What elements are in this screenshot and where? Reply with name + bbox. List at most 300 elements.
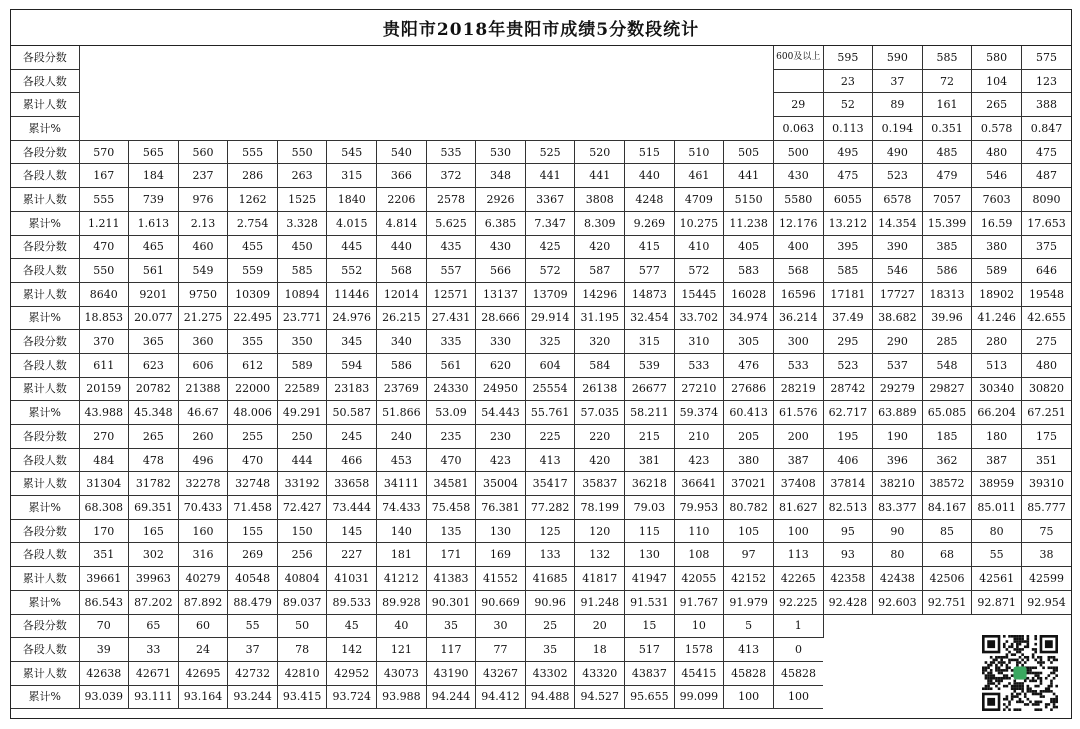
score-row <box>11 519 1071 543</box>
table-cell: 325 <box>525 330 575 354</box>
table-cell: 568 <box>377 259 427 283</box>
table-cell: 78 <box>277 638 327 662</box>
table-cell: 84.167 <box>922 496 972 520</box>
table-cell: 99.099 <box>674 685 724 709</box>
table-cell: 121 <box>377 638 427 662</box>
table-cell: 595 <box>823 46 873 69</box>
percent-row <box>11 401 1071 425</box>
table-cell: 42055 <box>674 567 724 591</box>
table-cell: 575 <box>1021 46 1071 69</box>
table-cell: 415 <box>625 235 675 259</box>
table-cell: 85.777 <box>1021 496 1071 520</box>
table-cell: 93.724 <box>327 685 377 709</box>
table-cell: 455 <box>228 235 278 259</box>
table-cell: 500 <box>773 140 823 164</box>
count-row-label: 各段人数 <box>11 259 79 283</box>
table-cell: 4709 <box>674 188 724 212</box>
table-cell: 620 <box>476 353 526 377</box>
count-row <box>11 353 1071 377</box>
table-cell: 69.351 <box>129 496 179 520</box>
table-cell: 32.454 <box>625 306 675 330</box>
table-cell: 440 <box>377 235 427 259</box>
count-row-label: 各段人数 <box>11 448 79 472</box>
count-row <box>11 543 1071 567</box>
table-cell: 205 <box>724 425 774 449</box>
cumulative-row <box>11 377 1071 401</box>
percent-row-label: 累计% <box>11 590 79 614</box>
table-cell: 290 <box>873 330 923 354</box>
table-cell: 546 <box>873 259 923 283</box>
table-cell: 351 <box>79 543 129 567</box>
table-cell: 94.412 <box>476 685 526 709</box>
table-cell: 396 <box>873 448 923 472</box>
table-cell: 29827 <box>922 377 972 401</box>
table-cell: 533 <box>773 353 823 377</box>
table-cell: 552 <box>327 259 377 283</box>
table-cell: 5 <box>724 614 774 638</box>
table-cell: 555 <box>228 140 278 164</box>
count-row-label: 各段人数 <box>11 164 79 188</box>
table-cell: 11446 <box>327 282 377 306</box>
table-cell: 41031 <box>327 567 377 591</box>
table-cell: 45828 <box>724 661 774 685</box>
table-cell: 380 <box>972 235 1022 259</box>
table-cell: 9201 <box>129 282 179 306</box>
table-cell: 480 <box>1021 353 1071 377</box>
table-cell: 475 <box>823 164 873 188</box>
score-row-label: 各段分数 <box>11 46 79 69</box>
table-cell: 89 <box>873 93 923 117</box>
table-cell: 444 <box>277 448 327 472</box>
table-cell: 90.301 <box>426 590 476 614</box>
table-cell: 79.953 <box>674 496 724 520</box>
table-cell: 580 <box>972 46 1022 69</box>
table-cell: 200 <box>773 425 823 449</box>
table-cell: 92.954 <box>1021 590 1071 614</box>
table-cell: 41383 <box>426 567 476 591</box>
table-cell: 589 <box>972 259 1022 283</box>
table-cell: 611 <box>79 353 129 377</box>
table-cell: 45.348 <box>129 401 179 425</box>
table-cell: 235 <box>426 425 476 449</box>
table-cell: 550 <box>277 140 327 164</box>
table-cell: 4248 <box>625 188 675 212</box>
table-cell: 430 <box>476 235 526 259</box>
table-cell: 34581 <box>426 472 476 496</box>
table-cell: 240 <box>377 425 427 449</box>
table-cell: 167 <box>79 164 129 188</box>
table-cell: 43073 <box>377 661 427 685</box>
table-cell: 425 <box>525 235 575 259</box>
table-cell: 550 <box>79 259 129 283</box>
table-cell: 255 <box>228 425 278 449</box>
percent-row <box>11 211 1071 235</box>
table-cell: 130 <box>625 543 675 567</box>
table-cell: 60 <box>178 614 228 638</box>
table-cell: 80 <box>972 519 1022 543</box>
table-cell: 537 <box>873 353 923 377</box>
table-cell: 35837 <box>575 472 625 496</box>
cumulative-row <box>11 188 1071 212</box>
table-cell: 0.194 <box>873 117 923 141</box>
score-row <box>11 140 1071 164</box>
table-cell: 61.576 <box>773 401 823 425</box>
table-cell: 24.976 <box>327 306 377 330</box>
table-cell: 557 <box>426 259 476 283</box>
score-row <box>11 235 1071 259</box>
table-cell: 70.433 <box>178 496 228 520</box>
table-cell: 90 <box>873 519 923 543</box>
table-cell: 606 <box>178 353 228 377</box>
table-cell: 77.282 <box>525 496 575 520</box>
table-cell: 133 <box>525 543 575 567</box>
table-cell: 93.111 <box>129 685 179 709</box>
table-cell: 348 <box>476 164 526 188</box>
table-cell: 8.309 <box>575 211 625 235</box>
table-cell: 565 <box>129 140 179 164</box>
table-cell: 9.269 <box>625 211 675 235</box>
table-cell: 81.627 <box>773 496 823 520</box>
table-cell: 74.433 <box>377 496 427 520</box>
table-cell: 17.653 <box>1021 211 1071 235</box>
score-row <box>11 614 1071 638</box>
table-cell: 32748 <box>228 472 278 496</box>
table-cell: 27686 <box>724 377 774 401</box>
table-cell: 52 <box>823 93 873 117</box>
table-cell: 976 <box>178 188 228 212</box>
table-cell: 280 <box>972 330 1022 354</box>
table-cell: 28219 <box>773 377 823 401</box>
table-cell: 594 <box>327 353 377 377</box>
table-cell: 65 <box>129 614 179 638</box>
table-cell: 406 <box>823 448 873 472</box>
table-cell: 5.625 <box>426 211 476 235</box>
table-cell: 73.444 <box>327 496 377 520</box>
table-cell: 38572 <box>922 472 972 496</box>
table-cell: 286 <box>228 164 278 188</box>
table-cell: 739 <box>129 188 179 212</box>
table-cell: 135 <box>426 519 476 543</box>
table-cell: 360 <box>178 330 228 354</box>
table-cell: 93.164 <box>178 685 228 709</box>
table-cell: 390 <box>873 235 923 259</box>
table-cell: 39.96 <box>922 306 972 330</box>
table-cell: 30 <box>476 614 526 638</box>
table-cell: 88.479 <box>228 590 278 614</box>
table-cell: 34.974 <box>724 306 774 330</box>
table-cell: 2206 <box>377 188 427 212</box>
table-cell: 67.251 <box>1021 401 1071 425</box>
table-cell: 19548 <box>1021 282 1071 306</box>
table-cell: 171 <box>426 543 476 567</box>
cumulative-row-label: 累计人数 <box>11 282 79 306</box>
table-cell: 572 <box>525 259 575 283</box>
table-cell: 43302 <box>525 661 575 685</box>
table-cell: 18902 <box>972 282 1022 306</box>
table-cell: 12.176 <box>773 211 823 235</box>
table-cell: 78.199 <box>575 496 625 520</box>
table-cell: 215 <box>625 425 675 449</box>
table-cell: 45415 <box>674 661 724 685</box>
table-cell: 51.866 <box>377 401 427 425</box>
table-cell: 23183 <box>327 377 377 401</box>
page-title: 贵阳市2018年贵阳市成绩5分数段统计 <box>11 10 1071 46</box>
table-cell: 435 <box>426 235 476 259</box>
table-cell: 16596 <box>773 282 823 306</box>
table-cell: 25554 <box>525 377 575 401</box>
table-cell: 8090 <box>1021 188 1071 212</box>
table-cell: 33.702 <box>674 306 724 330</box>
table-cell: 568 <box>773 259 823 283</box>
cumulative-row <box>11 472 1071 496</box>
table-cell: 269 <box>228 543 278 567</box>
table-cell: 13.212 <box>823 211 873 235</box>
table-cell: 93.415 <box>277 685 327 709</box>
table-cell: 68.308 <box>79 496 129 520</box>
table-cell: 28742 <box>823 377 873 401</box>
table-cell: 91.248 <box>575 590 625 614</box>
table-cell: 161 <box>922 93 972 117</box>
table-cell: 110 <box>674 519 724 543</box>
table-cell: 517 <box>625 638 675 662</box>
table-cell: 14873 <box>625 282 675 306</box>
table-cell: 37.49 <box>823 306 873 330</box>
table-cell: 496 <box>178 448 228 472</box>
cumulative-row <box>11 567 1071 591</box>
table-cell: 125 <box>525 519 575 543</box>
table-cell: 420 <box>575 448 625 472</box>
score-statistics-sheet <box>10 9 1072 719</box>
cumulative-row-label: 累计人数 <box>11 472 79 496</box>
table-cell: 381 <box>625 448 675 472</box>
table-cell: 28.666 <box>476 306 526 330</box>
table-cell: 27.431 <box>426 306 476 330</box>
table-cell: 7057 <box>922 188 972 212</box>
table-cell: 2926 <box>476 188 526 212</box>
table-cell: 92.428 <box>823 590 873 614</box>
table-cell: 39963 <box>129 567 179 591</box>
table-cell: 75 <box>1021 519 1071 543</box>
table-cell: 0.847 <box>1021 117 1071 141</box>
table-cell: 22589 <box>277 377 327 401</box>
table-cell: 340 <box>377 330 427 354</box>
table-cell: 1840 <box>327 188 377 212</box>
table-cell: 484 <box>79 448 129 472</box>
table-cell: 169 <box>476 543 526 567</box>
table-cell: 351 <box>1021 448 1071 472</box>
table-cell: 93.988 <box>377 685 427 709</box>
table-cell: 38210 <box>873 472 923 496</box>
table-cell: 79.03 <box>625 496 675 520</box>
table-cell: 66.204 <box>972 401 1022 425</box>
table-cell: 510 <box>674 140 724 164</box>
table-cell: 587 <box>575 259 625 283</box>
table-cell: 560 <box>178 140 228 164</box>
table-cell: 42265 <box>773 567 823 591</box>
table-cell: 45 <box>327 614 377 638</box>
table-cell: 275 <box>1021 330 1071 354</box>
table-cell: 117 <box>426 638 476 662</box>
table-cell: 405 <box>724 235 774 259</box>
table-cell: 90.96 <box>525 590 575 614</box>
table-cell: 36641 <box>674 472 724 496</box>
table-cell: 585 <box>922 46 972 69</box>
table-cell: 445 <box>327 235 377 259</box>
table-cell: 555 <box>79 188 129 212</box>
table-cell: 35 <box>426 614 476 638</box>
table-cell: 18 <box>575 638 625 662</box>
score-row-label: 各段分数 <box>11 425 79 449</box>
table-cell: 43837 <box>625 661 675 685</box>
table-cell: 24950 <box>476 377 526 401</box>
table-cell: 623 <box>129 353 179 377</box>
count-row-label: 各段人数 <box>11 69 79 93</box>
table-cell: 26677 <box>625 377 675 401</box>
table-cell: 21.275 <box>178 306 228 330</box>
table-cell: 6.385 <box>476 211 526 235</box>
table-cell: 310 <box>674 330 724 354</box>
table-cell: 53.09 <box>426 401 476 425</box>
table-cell: 31.195 <box>575 306 625 330</box>
table-cell: 285 <box>922 330 972 354</box>
table-cell: 38 <box>1021 543 1071 567</box>
table-cell: 91.767 <box>674 590 724 614</box>
table-cell: 3.328 <box>277 211 327 235</box>
score-table <box>11 46 1071 709</box>
count-row <box>11 164 1071 188</box>
table-cell: 495 <box>823 140 873 164</box>
table-cell: 5580 <box>773 188 823 212</box>
table-cell: 4.814 <box>377 211 427 235</box>
table-cell: 145 <box>327 519 377 543</box>
table-cell: 586 <box>377 353 427 377</box>
table-cell: 42810 <box>277 661 327 685</box>
table-cell: 465 <box>129 235 179 259</box>
table-cell <box>773 69 823 93</box>
table-cell: 584 <box>575 353 625 377</box>
table-cell: 0.063 <box>773 117 823 141</box>
table-cell: 68 <box>922 543 972 567</box>
table-cell: 1.613 <box>129 211 179 235</box>
table-cell: 42506 <box>922 567 972 591</box>
table-cell: 250 <box>277 425 327 449</box>
score-row-label: 各段分数 <box>11 519 79 543</box>
table-cell: 315 <box>625 330 675 354</box>
table-cell: 470 <box>79 235 129 259</box>
table-cell: 365 <box>129 330 179 354</box>
table-cell: 530 <box>476 140 526 164</box>
table-cell: 570 <box>79 140 129 164</box>
table-cell: 33658 <box>327 472 377 496</box>
table-cell: 302 <box>129 543 179 567</box>
table-cell: 0.113 <box>823 117 873 141</box>
table-cell: 132 <box>575 543 625 567</box>
table-cell: 441 <box>525 164 575 188</box>
table-cell: 57.035 <box>575 401 625 425</box>
table-cell: 604 <box>525 353 575 377</box>
table-cell: 87.202 <box>129 590 179 614</box>
count-row-label: 各段人数 <box>11 543 79 567</box>
table-cell: 77 <box>476 638 526 662</box>
table-cell: 92.751 <box>922 590 972 614</box>
table-cell: 23769 <box>377 377 427 401</box>
table-cell: 440 <box>625 164 675 188</box>
table-cell: 55 <box>228 614 278 638</box>
table-cell: 42695 <box>178 661 228 685</box>
table-cell: 423 <box>674 448 724 472</box>
table-cell: 108 <box>674 543 724 567</box>
table-cell: 20159 <box>79 377 129 401</box>
table-cell: 22000 <box>228 377 278 401</box>
table-cell: 70 <box>79 614 129 638</box>
table-cell: 29.914 <box>525 306 575 330</box>
table-cell: 105 <box>724 519 774 543</box>
table-cell: 589 <box>277 353 327 377</box>
percent-row <box>11 590 1071 614</box>
table-cell: 29 <box>773 93 823 117</box>
table-cell: 184 <box>129 164 179 188</box>
table-cell: 91.979 <box>724 590 774 614</box>
table-cell: 83.377 <box>873 496 923 520</box>
table-cell: 71.458 <box>228 496 278 520</box>
table-cell: 170 <box>79 519 129 543</box>
table-cell: 20 <box>575 614 625 638</box>
table-cell: 32278 <box>178 472 228 496</box>
table-cell: 470 <box>426 448 476 472</box>
cumulative-row <box>11 282 1071 306</box>
table-cell: 2578 <box>426 188 476 212</box>
table-cell: 4.015 <box>327 211 377 235</box>
score-row <box>11 330 1071 354</box>
table-cell: 478 <box>129 448 179 472</box>
table-cell: 265 <box>972 93 1022 117</box>
table-cell: 140 <box>377 519 427 543</box>
table-cell: 375 <box>1021 235 1071 259</box>
table-cell: 165 <box>129 519 179 543</box>
table-cell: 320 <box>575 330 625 354</box>
table-cell: 295 <box>823 330 873 354</box>
table-cell: 410 <box>674 235 724 259</box>
table-cell: 39310 <box>1021 472 1071 496</box>
table-cell: 26138 <box>575 377 625 401</box>
table-cell: 90.669 <box>476 590 526 614</box>
table-cell: 15.399 <box>922 211 972 235</box>
cumulative-row-label: 累计人数 <box>11 567 79 591</box>
score-row-label: 各段分数 <box>11 140 79 164</box>
table-cell: 413 <box>724 638 774 662</box>
table-cell: 40 <box>377 614 427 638</box>
table-cell: 26.215 <box>377 306 427 330</box>
table-cell: 41947 <box>625 567 675 591</box>
score-row-label: 各段分数 <box>11 614 79 638</box>
table-cell: 395 <box>823 235 873 259</box>
table-cell: 85 <box>922 519 972 543</box>
table-cell: 461 <box>674 164 724 188</box>
table-cell: 63.889 <box>873 401 923 425</box>
percent-row <box>11 496 1071 520</box>
table-cell: 366 <box>377 164 427 188</box>
table-cell: 34111 <box>377 472 427 496</box>
table-cell: 15 <box>625 614 675 638</box>
table-cell: 100 <box>773 685 823 709</box>
table-cell: 1578 <box>674 638 724 662</box>
table-cell: 43.988 <box>79 401 129 425</box>
percent-row-label: 累计% <box>11 306 79 330</box>
table-cell: 388 <box>1021 93 1071 117</box>
table-cell: 523 <box>823 353 873 377</box>
table-cell: 270 <box>79 425 129 449</box>
table-cell: 42152 <box>724 567 774 591</box>
